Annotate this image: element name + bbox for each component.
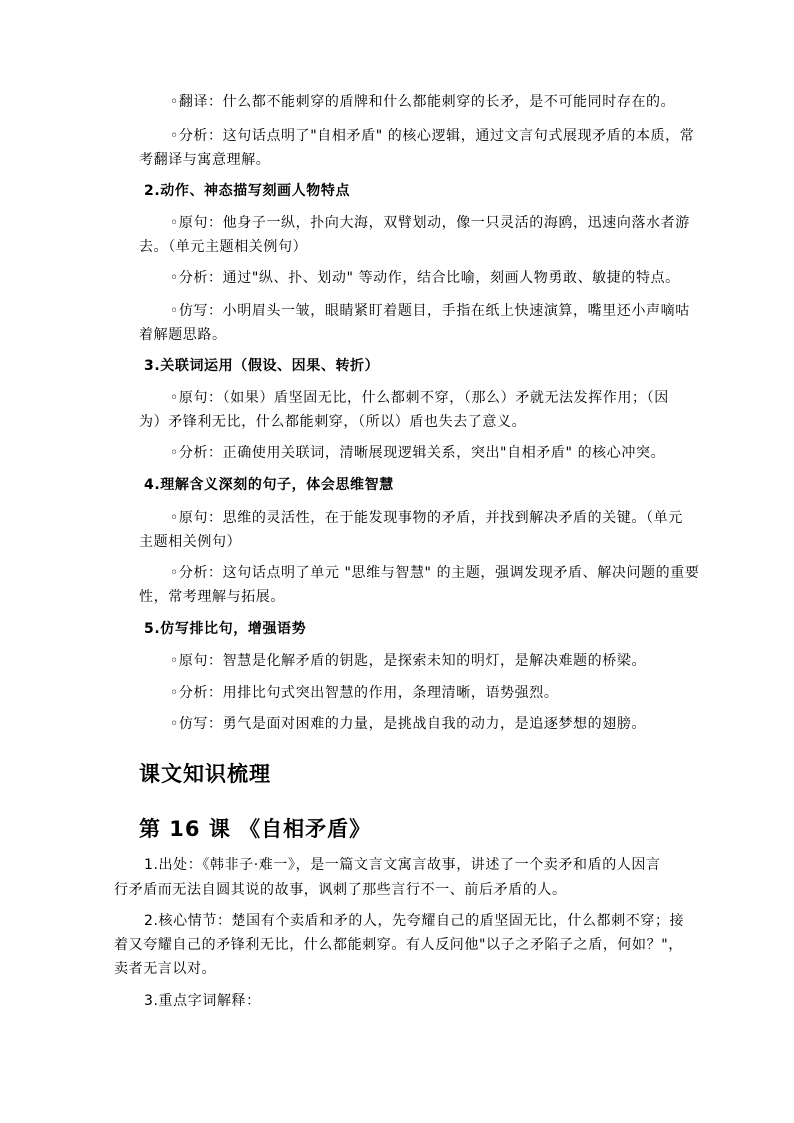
imitation-line: ◦仿写：勇气是面对困难的力量，是挑战自我的动力，是追逐梦想的翅膀。 xyxy=(170,716,647,732)
plot-line: 2.核心情节：楚国有个卖盾和矛的人，先夸耀自己的盾坚固无比，什么都刺不穿；接 xyxy=(144,913,685,929)
vocabulary-heading: 3.重点字词解释： xyxy=(144,993,261,1009)
analysis-line: ◦分析：通过"纵、扑、划动" 等动作，结合比喻，刻画人物勇敢、敏捷的特点。 xyxy=(170,270,680,286)
lesson-title: 第 16 课 《自相矛盾》 xyxy=(139,817,372,841)
section-heading-5: 5.仿写排比句，增强语势 xyxy=(144,621,307,637)
original-sentence-line: ◦原句：思维的灵活性，在于能发现事物的矛盾，并找到解决矛盾的关键。（单元 xyxy=(170,510,683,526)
translation-line: ◦翻译：什么都不能刺穿的盾牌和什么都能刺穿的长矛，是不可能同时存在的。 xyxy=(170,94,676,110)
analysis-line-cont: 考翻译与寓意理解。 xyxy=(139,152,271,168)
section-heading-3: 3.关联词运用（假设、因果、转折） xyxy=(144,358,380,374)
original-sentence-line-cont: 为）矛锋利无比，什么都能刺穿，（所以）盾也失去了意义。 xyxy=(139,414,527,430)
section-heading-4: 4.理解含义深刻的句子，体会思维智慧 xyxy=(144,477,394,493)
analysis-line: ◦分析：这句话点明了单元 "思维与智慧" 的主题，强调发现矛盾、解决问题的重要 xyxy=(170,565,700,581)
source-line: 1.出处：《韩非子·难一》，是一篇文言文寓言故事，讲述了一个卖矛和盾的人因言 xyxy=(144,857,661,873)
imitation-line-cont: 着解题思路。 xyxy=(139,327,227,343)
plot-line-cont: 卖者无言以对。 xyxy=(114,961,217,977)
original-sentence-line: ◦原句：他身子一纵，扑向大海，双臂划动，像一只灵活的海鸥，迅速向落水者游 xyxy=(170,215,690,231)
original-sentence-line: ◦原句：智慧是化解矛盾的钥匙，是探索未知的明灯，是解决难题的桥梁。 xyxy=(170,653,647,669)
section-title: 课文知识梳理 xyxy=(139,762,271,786)
analysis-line: ◦分析：用排比句式突出智慧的作用，条理清晰，语势强烈。 xyxy=(170,685,559,701)
plot-line-cont: 着又夸耀自己的矛锋利无比，什么都能刺穿。有人反问他"以子之矛陷子之盾，何如？"， xyxy=(114,937,683,953)
original-sentence-line-cont: 主题相关例句） xyxy=(139,534,242,550)
original-sentence-line: ◦原句：（如果）盾坚固无比，什么都刺不穿，（那么）矛就无法发挥作用；（因 xyxy=(170,390,669,406)
source-line-cont: 行矛盾而无法自圆其说的故事，讽刺了那些言行不一、前后矛盾的人。 xyxy=(114,882,567,898)
section-heading-2: 2.动作、神态描写刻画人物特点 xyxy=(144,183,351,199)
original-sentence-line-cont: 去。（单元主题相关例句） xyxy=(139,239,308,255)
analysis-line: ◦分析：这句话点明了"自相矛盾" 的核心逻辑，通过文言句式展现矛盾的本质，常 xyxy=(170,128,695,144)
imitation-line: ◦仿写：小明眉头一皱，眼睛紧盯着题目，手指在纸上快速演算，嘴里还小声嘀咕 xyxy=(170,303,690,319)
analysis-line-cont: 性，常考理解与拓展。 xyxy=(139,589,285,605)
analysis-line: ◦分析：正确使用关联词，清晰展现逻辑关系，突出"自相矛盾" 的核心冲突。 xyxy=(170,445,666,461)
